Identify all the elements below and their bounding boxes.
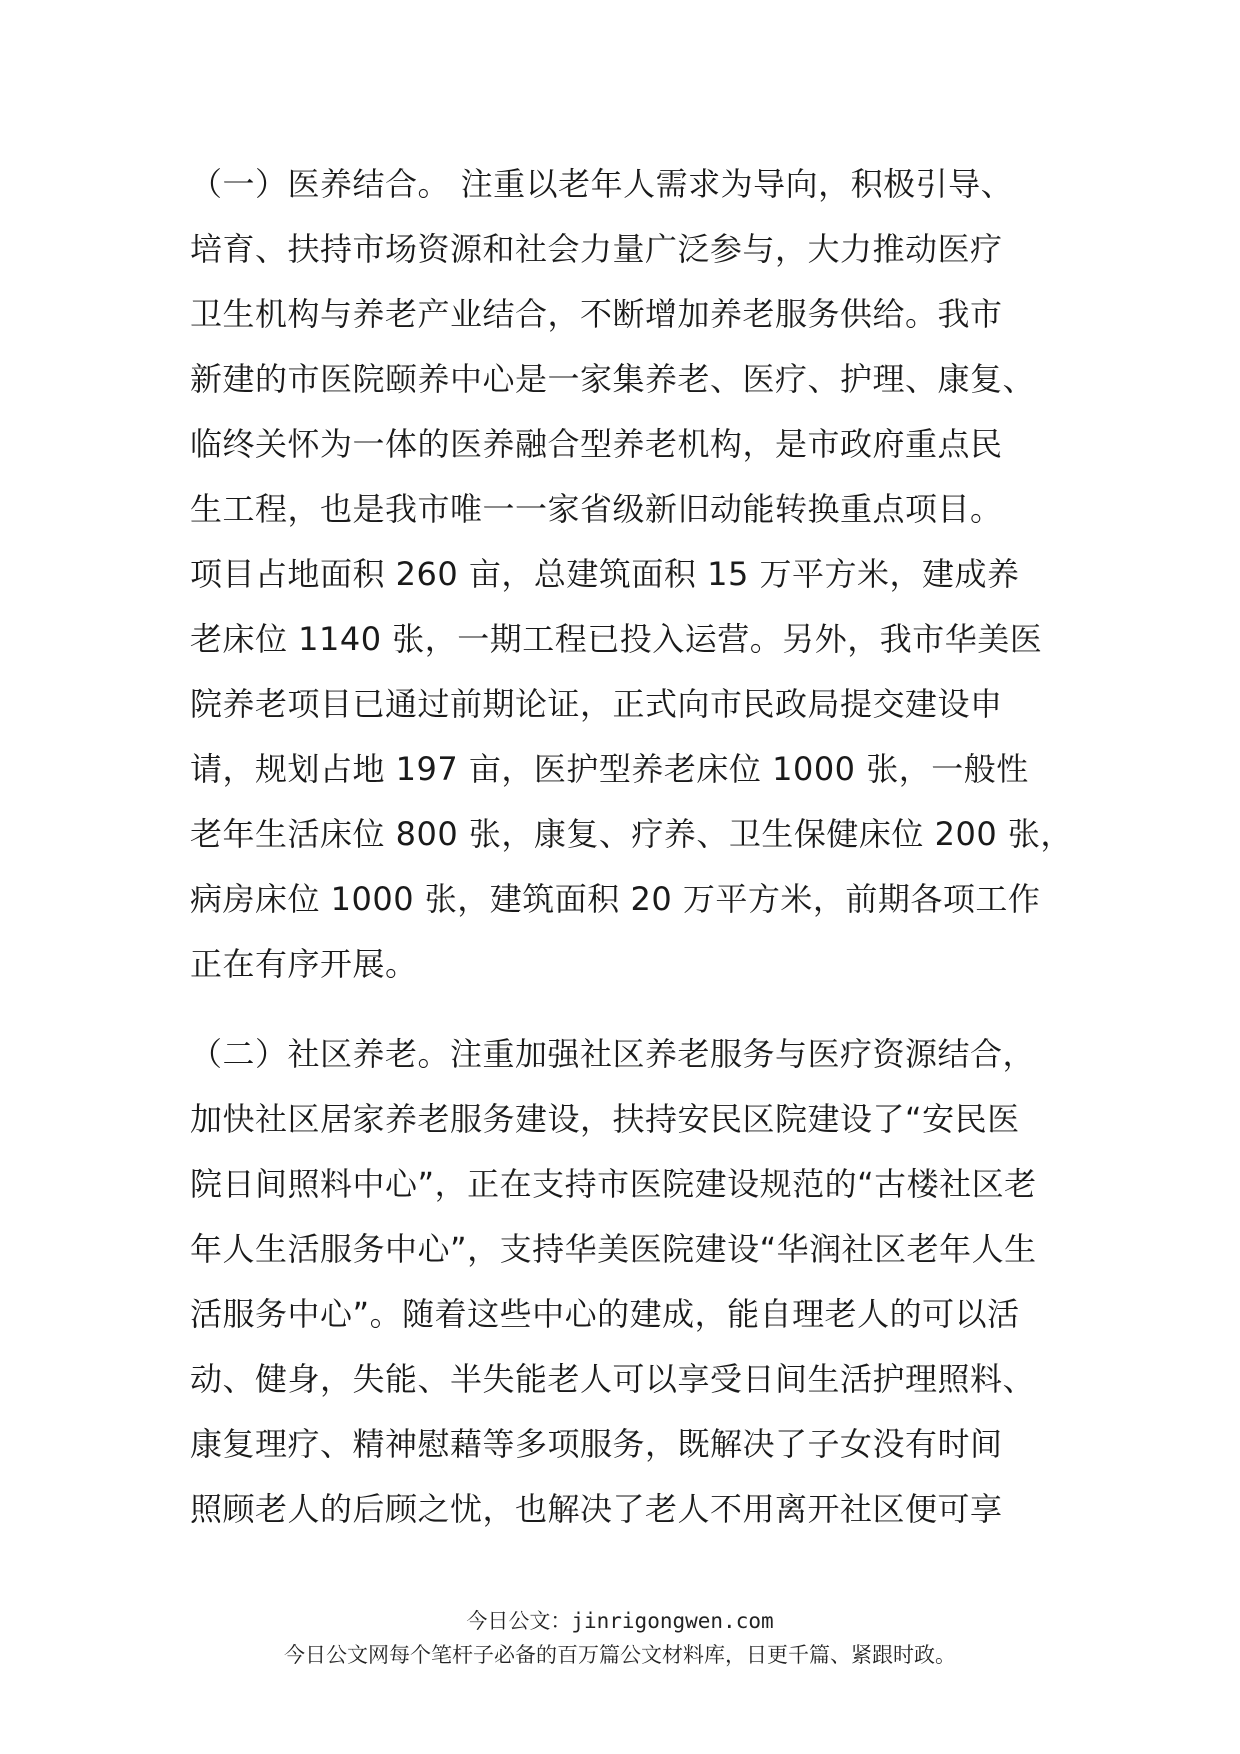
paragraph-community-elderly-care (190, 1022, 1070, 1542)
footer-site-label: 今日公文： (466, 1609, 572, 1633)
text-line: 年人生活服务中心”，支持华美医院建设“华润社区老年人生 (190, 1230, 1037, 1268)
text-line: 临终关怀为一体的医养融合型养老机构，是市政府重点民 (190, 425, 1003, 463)
text-line: 动、健身，失能、半失能老人可以享受日间生活护理照料、 (190, 1360, 1036, 1398)
text-line: 康复理疗、精神慰藉等多项服务，既解决了子女没有时间 (190, 1425, 1003, 1463)
text-line: 活服务中心”。随着这些中心的建成，能自理老人的可以活 (190, 1295, 1020, 1333)
text-line: 项目占地面积 260 亩，总建筑面积 15 万平方米，建成养 (190, 555, 1020, 593)
text-line: 照顾老人的后顾之忧，也解决了老人不用离开社区便可享 (190, 1490, 1003, 1528)
text-line: 老床位 1140 张，一期工程已投入运营。另外，我市华美医 (190, 620, 1043, 658)
text-line: 院日间照料中心”，正在支持市医院建设规范的“古楼社区老 (190, 1165, 1037, 1203)
text-line: 新建的市医院颐养中心是一家集养老、医疗、护理、康复、 (190, 360, 1036, 398)
paragraph-medical-elderly-care (190, 152, 1073, 997)
text-line: （二）社区养老。注重加强社区养老服务与医疗资源结合， (190, 1035, 1036, 1073)
text-line: 院养老项目已通过前期论证，正式向市民政局提交建设申 (190, 685, 1003, 723)
text-line: 正在有序开展。 (190, 945, 418, 983)
text-line: 老年生活床位 800 张，康复、疗养、卫生保健床位 200 张， (190, 815, 1073, 853)
text-line: 卫生机构与养老产业结合，不断增加养老服务供给。我市 (190, 295, 1003, 333)
text-line: 加快社区居家养老服务建设，扶持安民区院建设了“安民医 (190, 1100, 1020, 1138)
text-line: 病房床位 1000 张，建筑面积 20 万平方米，前期各项工作 (190, 880, 1041, 918)
footer-site-link[interactable]: jinrigongwen.com (571, 1609, 774, 1633)
text-line: 请，规划占地 197 亩，医护型养老床位 1000 张，一般性 (190, 750, 1029, 788)
text-line: 培育、扶持市场资源和社会力量广泛参与，大力推动医疗 (190, 230, 1003, 268)
text-line: 生工程，也是我市唯一一家省级新旧动能转换重点项目。 (190, 490, 1003, 528)
text-line: （一）医养结合。 注重以老年人需求为导向，积极引导、 (190, 165, 1014, 203)
footer-site (0, 1606, 1240, 1636)
footer-tagline: 今日公文网每个笔杆子必备的百万篇公文材料库，日更千篇、紧跟时政。 (284, 1643, 956, 1667)
